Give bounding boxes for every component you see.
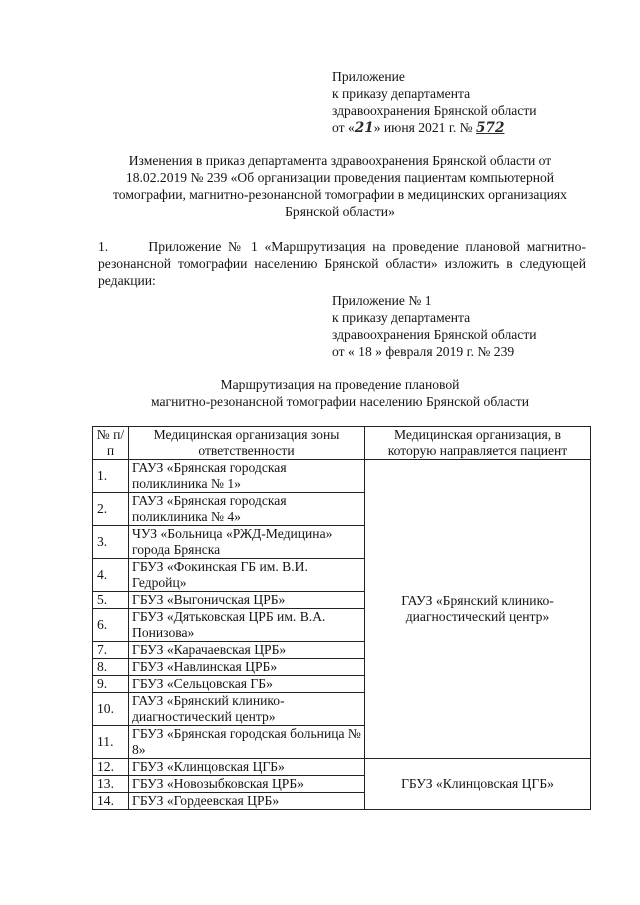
row-org: ГБУЗ «Карачаевская ЦРБ» — [129, 642, 365, 659]
handwritten-order-number: 572 — [476, 120, 505, 136]
table-row — [93, 460, 591, 493]
row-org: ГБУЗ «Клинцовская ЦГБ» — [129, 759, 365, 776]
row-num: 11. — [93, 726, 129, 759]
appendix-inner-line-1: Приложение № 1 — [332, 293, 432, 308]
row-org: ГАУЗ «Брянская городская поликлиника № 1» — [129, 460, 365, 493]
row-num: 1. — [93, 460, 129, 493]
date-suffix: » июня 2021 г. № — [373, 120, 473, 135]
header-target: Медицинская организация, в которую направляется пациент — [365, 427, 591, 460]
table-header-row — [93, 427, 591, 460]
row-num: 5. — [93, 592, 129, 609]
table-row — [93, 759, 591, 776]
appendix-inner-line-4: от « 18 » февраля 2019 г. № 239 — [332, 344, 515, 359]
appendix-top-date-line — [332, 119, 612, 137]
appendix-top-line-1: Приложение — [332, 69, 405, 84]
row-num: 7. — [93, 642, 129, 659]
row-num: 2. — [93, 493, 129, 526]
row-num: 3. — [93, 526, 129, 559]
routing-title-line-2: магнитно-резонансной томографии населению Брянской области — [151, 394, 529, 409]
row-org: ГБУЗ «Фокинская ГБ им. В.И. Гедройц» — [129, 559, 365, 592]
row-num: 13. — [93, 776, 129, 793]
paragraph-item-1: 1. Приложение № 1 «Маршрутизация на проведение плановой магнитно-резонансной томографии населению Брянской области» изложить в следующей редакции: — [98, 239, 586, 288]
row-org: ГАУЗ «Брянская городская поликлиника № 4» — [129, 493, 365, 526]
target-org-group-1: ГАУЗ «Брянский клинико-диагностический центр» — [365, 460, 591, 759]
row-num: 9. — [93, 676, 129, 693]
row-num: 12. — [93, 759, 129, 776]
row-num: 6. — [93, 609, 129, 642]
row-org: ГБУЗ «Выгоничская ЦРБ» — [129, 592, 365, 609]
appendix-top-line-2: к приказу департамента — [332, 86, 471, 101]
row-num: 4. — [93, 559, 129, 592]
document-title: Изменения в приказ департамента здравоохранения Брянской области от 18.02.2019 № 239 «Об организации проведения пациентам компьютерной томографии, магнитно-резонансной томографии в медицинских организациях Брянской области» — [113, 153, 567, 219]
appendix-inner-line-2: к приказу департамента — [332, 310, 471, 325]
row-org: ГБУЗ «Навлинская ЦРБ» — [129, 659, 365, 676]
handwritten-day: 21 — [354, 120, 374, 136]
target-org-group-2: ГБУЗ «Клинцовская ЦГБ» — [365, 759, 591, 810]
header-org: Медицинская организация зоны ответственности — [129, 427, 365, 460]
appendix-inner-line-3: здравоохранения Брянской области — [332, 327, 537, 342]
row-org: ГБУЗ «Сельцовская ГБ» — [129, 676, 365, 693]
date-prefix: от « — [332, 120, 355, 135]
appendix-top-line-3: здравоохранения Брянской области — [332, 103, 537, 118]
routing-title — [100, 376, 580, 410]
row-org: ЧУЗ «Больница «РЖД-Медицина» города Брянска — [129, 526, 365, 559]
row-org: ГБУЗ «Брянская городская больница № 8» — [129, 726, 365, 759]
row-org: ГБУЗ «Новозыбковская ЦРБ» — [129, 776, 365, 793]
row-org: ГБУЗ «Дятьковская ЦРБ им. В.А. Понизова» — [129, 609, 365, 642]
row-num: 10. — [93, 693, 129, 726]
appendix-header-inner — [332, 292, 612, 360]
row-num: 8. — [93, 659, 129, 676]
row-org: ГБУЗ «Гордеевская ЦРБ» — [129, 793, 365, 810]
row-num: 14. — [93, 793, 129, 810]
routing-table — [92, 426, 591, 810]
routing-title-line-1: Маршрутизация на проведение плановой — [220, 377, 460, 392]
row-org: ГАУЗ «Брянский клинико-диагностический центр» — [129, 693, 365, 726]
header-num: № п/п — [93, 427, 129, 460]
appendix-header-top — [332, 68, 612, 137]
